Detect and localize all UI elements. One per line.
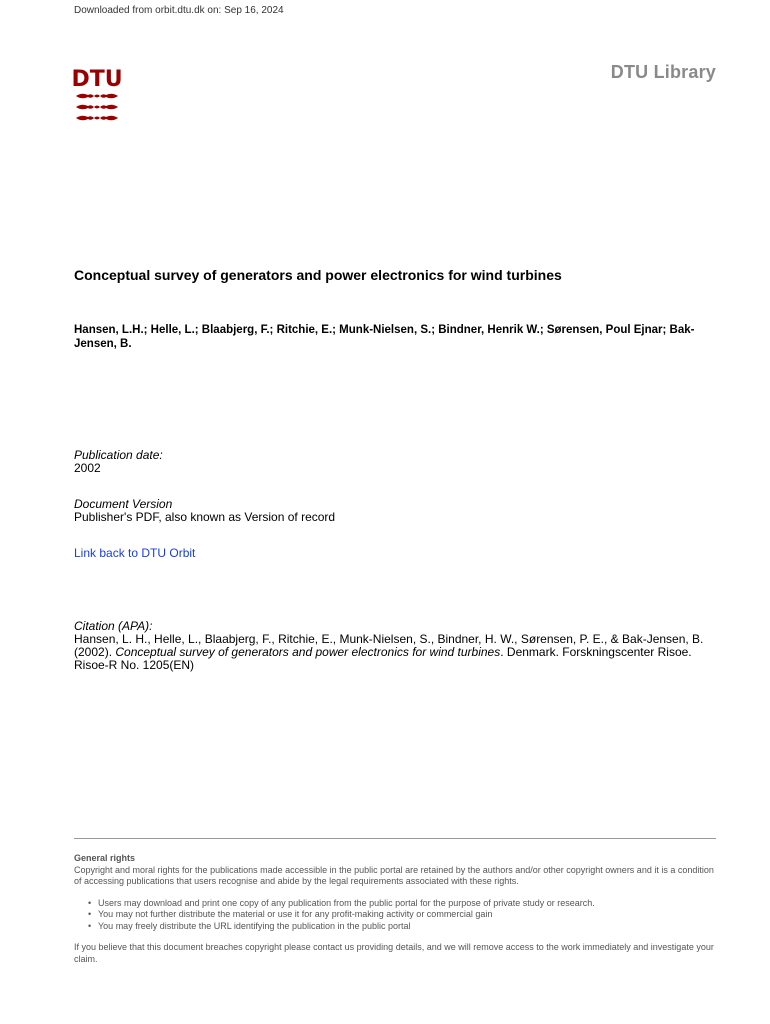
publication-date-section xyxy=(74,449,714,475)
dtu-library-brand: DTU Library xyxy=(610,62,716,82)
citation-suffix: . Denmark. Forskningscenter Risoe. Risoe-R No. 1205(EN) xyxy=(74,645,692,672)
rights-intro: Copyright and moral rights for the publications made accessible in the public portal are retained by the authors and/or other copyright owners and it is a condition of accessing publications that users recognise and abide by the legal requirements associated with these rights. xyxy=(74,864,714,886)
publication-date-value: 2002 xyxy=(74,461,101,475)
document-title: Conceptual survey of generators and power electronics for wind turbines xyxy=(74,267,562,283)
publication-date-label: Publication date: xyxy=(74,448,163,462)
citation-title: Conceptual survey of generators and power electronics for wind turbines xyxy=(115,645,501,659)
rights-heading: General rights xyxy=(74,853,136,863)
document-authors: Hansen, L.H.; Helle, L.; Blaabjerg, F.; Ritchie, E.; Munk-Nielsen, S.; Bindner, Henrik W.; Sørensen, Poul Ejnar; Bak-Jensen, B. xyxy=(74,324,695,350)
orbit-link[interactable]: Link back to DTU Orbit xyxy=(74,546,196,560)
document-version-label: Document Version xyxy=(74,497,173,511)
citation-prefix: Hansen, L. H., Helle, L., Blaabjerg, F., Ritchie, E., Munk-Nielsen, S., Bindner, H. W., Sørensen, P. E., & Bak-Jensen, B. (2002). xyxy=(74,632,704,659)
rights-list-item: • You may freely distribute the URL identifying the publication in the public portal xyxy=(90,921,716,933)
rights-divider xyxy=(74,838,716,839)
citation-label: Citation (APA): xyxy=(74,619,153,633)
rights-list xyxy=(74,898,716,933)
rights-closing: If you believe that this document breaches copyright please contact us providing details, and we will remove access to the work immediately and investigate your claim. xyxy=(74,942,714,964)
citation-section xyxy=(74,620,714,672)
rights-list-item: • You may not further distribute the material or use it for any profit-making activity or commercial gain xyxy=(90,909,716,921)
document-version-section xyxy=(74,498,714,524)
dtu-logo-icon xyxy=(71,64,123,128)
general-rights-section xyxy=(74,853,716,965)
document-version-value: Publisher's PDF, also known as Version of record xyxy=(74,510,336,524)
citation-text xyxy=(74,633,714,672)
download-note: Downloaded from orbit.dtu.dk on: Sep 16, 2024 xyxy=(74,5,284,16)
rights-list-item: • Users may download and print one copy of any publication from the public portal for the purpose of private study or research. xyxy=(90,898,716,910)
dtu-logo-text: DTU xyxy=(71,67,123,92)
